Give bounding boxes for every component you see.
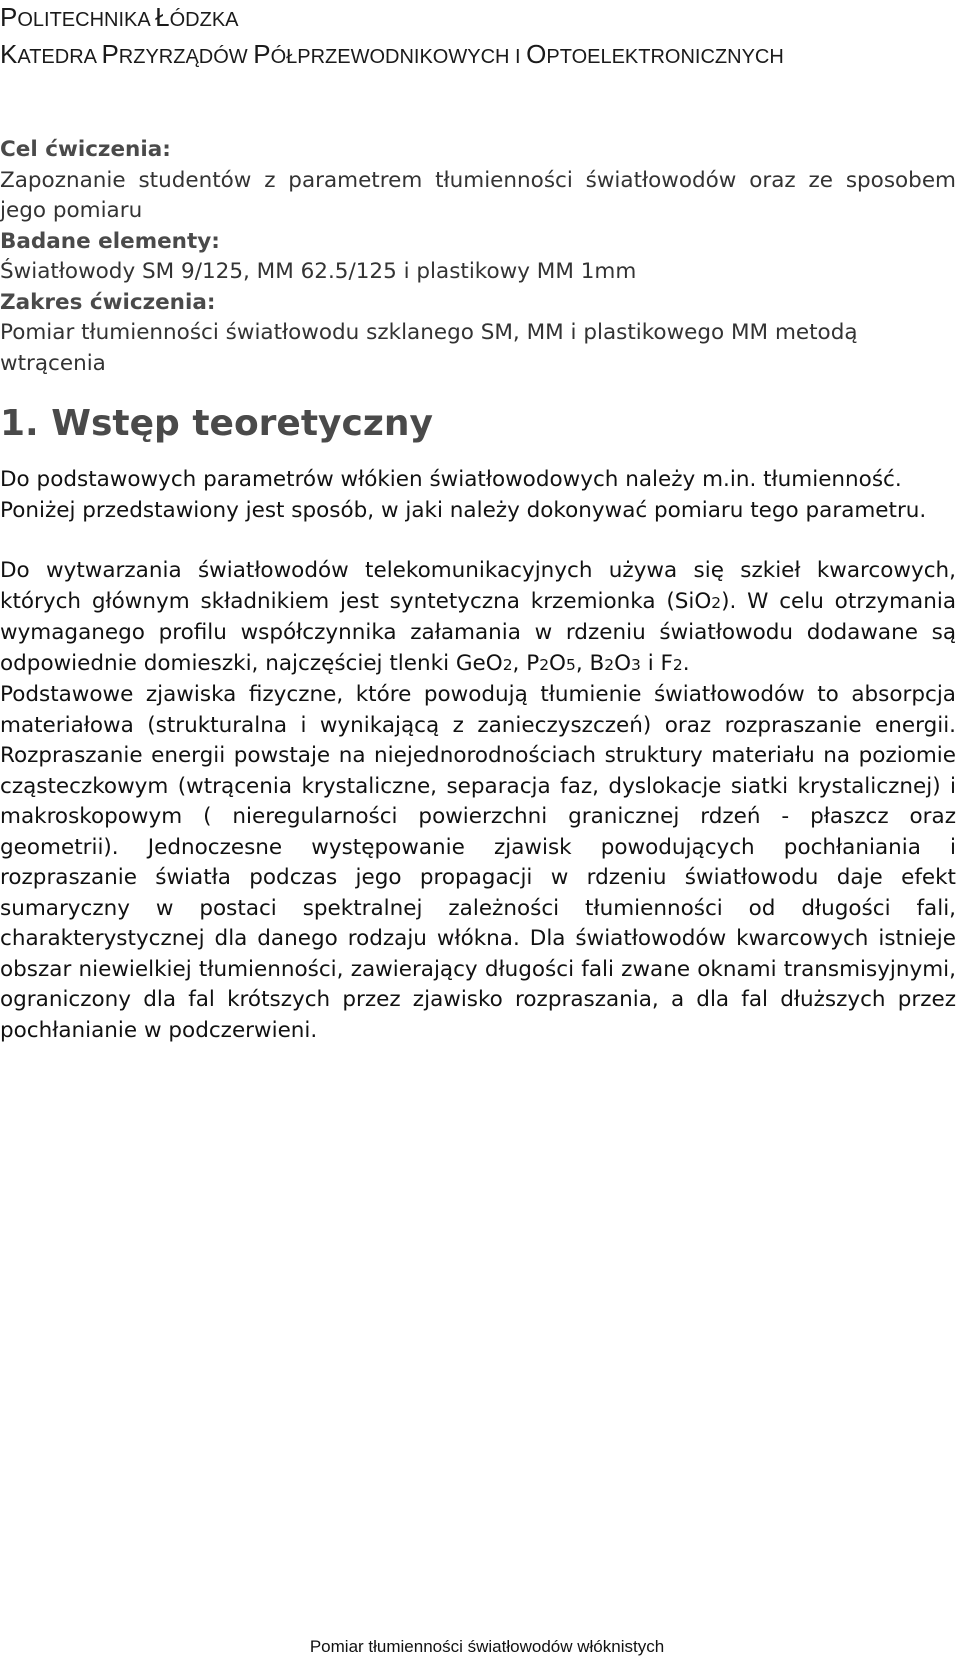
department-word-4: PTOELEKTRONICZNYCH xyxy=(546,46,784,68)
subscript: 2 xyxy=(604,655,615,674)
goal-text: Zapoznanie studentów z parametrem tłumienności światłowodów oraz ze sposobem jego pomiaru xyxy=(0,167,956,223)
goal-label: Cel ćwiczenia: xyxy=(0,137,171,162)
university-initial-1: P xyxy=(0,2,18,32)
university-initial-2: Ł xyxy=(155,2,170,32)
paragraph-materials-text-7: i F xyxy=(640,650,673,676)
section-heading: 1. Wstęp teoretyczny xyxy=(0,403,433,444)
subscript: 2 xyxy=(502,655,513,674)
university-word-2: ÓDZKA xyxy=(169,9,239,31)
paragraph-intro: Do podstawowych parametrów włókien światłowodowych należy m.in. tłumienność. Poniżej przedstawiony jest sposób, w jaki należy dokonywać pomiaru tego parametru. xyxy=(0,467,927,523)
scope-label: Zakres ćwiczenia: xyxy=(0,289,216,315)
paragraph-materials-text-6: O xyxy=(614,650,632,676)
paragraph-materials-text-8: . xyxy=(682,650,690,676)
subscript: 2 xyxy=(711,593,722,612)
elements-text: Światłowody SM 9/125, MM 62.5/125 i plastikowy MM 1mm xyxy=(0,259,637,284)
department-name xyxy=(0,37,960,74)
department-initial-1: K xyxy=(0,39,18,69)
footer-text: Pomiar tłumienności światłowodów włóknistych xyxy=(309,1637,665,1656)
document-body xyxy=(0,135,956,1046)
paragraph-materials-text-2: ). W celu otrzymania wymaganego profilu współczynnika załamania w rdzeniu światłowodu dodawane są odpowiednie domieszki, najczęściej tlenki GeO xyxy=(0,588,956,676)
paragraph-phenomena: Podstawowe zjawiska fizyczne, które powodują tłumienie światłowodów to absorpcja materiałowa (strukturalna i wynikającą z zanieczyszczeń) oraz rozpraszanie energii. Rozpraszanie energii powstaje na niejednorodnościach struktury materiału na poziomie cząsteczkowym (wtrącenia krystaliczne, separacja faz, dyslokacje siatki krystalicznej) i makroskopowym ( nieregularności powierzchni granicznej rdzeń - płaszcz oraz geometrii). Jednoczesne występowanie zjawisk powodujących pochłaniania i rozpraszanie światła podczas jego propagacji w rdzeniu światłowodu daje efekt sumaryczny w postaci spektralnej zależności tłumienności od długości fali, charakterystycznej dla danego rodzaju włókna. Dla światłowodów kwarcowych istnieje obszar niewielkiej tłumienności, zawierający długości fali zwane oknami transmisyjnymi, ograniczony dla fal krótszych przez zjawisko rozpraszania, a dla fal dłuższych przez pochłanianie w podczerwieni. xyxy=(0,682,956,1043)
department-word-2: RZYRZĄDÓW xyxy=(118,46,254,68)
subscript: 2 xyxy=(539,655,550,674)
department-initial-2: P xyxy=(101,39,119,69)
paragraph-materials xyxy=(0,556,956,680)
university-word-1: OLITECHNIKA xyxy=(17,9,156,31)
subscript: 5 xyxy=(565,655,576,674)
scope-text: Pomiar tłumienności światłowodu szklanego SM, MM i plastikowego MM metodą wtrącenia xyxy=(0,320,858,376)
paragraph-materials-text-5: , B xyxy=(575,650,605,676)
paragraph-materials-text-3: , P xyxy=(512,650,540,676)
department-word-3: ÓŁPRZEWODNIKOWYCH I xyxy=(270,46,527,68)
department-initial-4: O xyxy=(526,39,547,69)
department-word-1: ATEDRA xyxy=(17,46,102,68)
subscript: 3 xyxy=(631,655,641,674)
university-name xyxy=(0,0,960,37)
document-header xyxy=(0,0,960,74)
page-footer xyxy=(0,1636,960,1658)
department-initial-3: P xyxy=(253,39,271,69)
paragraph-materials-text-1: Do wytwarzania światłowodów telekomunikacyjnych używa się szkieł kwarcowych, których głównym składnikiem jest syntetyczna krzemionka (SiO xyxy=(0,558,956,614)
paragraph-materials-text-4: O xyxy=(549,650,566,676)
elements-label: Badane elementy: xyxy=(0,228,220,254)
subscript: 2 xyxy=(672,655,683,674)
